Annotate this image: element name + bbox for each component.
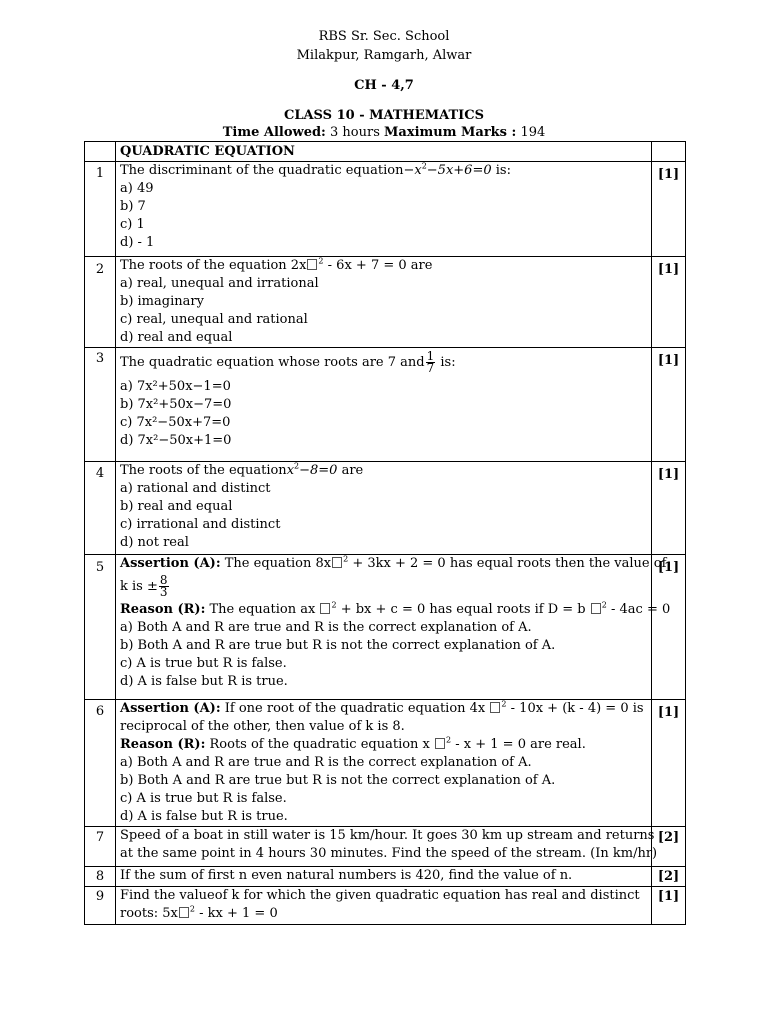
question-row	[85, 700, 686, 827]
assertion-text: Assertion (A): If one root of the quadratic equation 4x $^2$ - 10x + (k - 4) = 0 is	[120, 699, 644, 716]
option-a: a) Both A and R are true and R is the correct explanation of A.	[120, 620, 532, 635]
question-number: 8	[85, 867, 116, 887]
question-text: The discriminant of the quadratic $equation-x^2-5x+6=0$ is:	[120, 161, 511, 178]
question-number: 1	[85, 162, 116, 257]
option-c: c) A is true but R is false.	[120, 656, 287, 671]
option-b: b) 7x²+50x−7=0	[120, 397, 232, 412]
option-d: d) A is false but R is true.	[120, 809, 288, 824]
question-row	[85, 462, 686, 555]
question-number: 6	[85, 700, 116, 827]
time-label: Time Allowed:	[222, 125, 326, 140]
fraction: $\frac{1}{7}$	[426, 349, 435, 375]
question-number: 3	[85, 348, 116, 462]
question-marks: [1]	[652, 348, 686, 462]
option-a: a) rational and distinct	[120, 481, 271, 496]
missing-glyph-icon	[490, 702, 500, 713]
question-text: Speed of a boat in still water is 15 km/hour. It goes 30 km up stream and returns	[120, 828, 655, 843]
question-text-cont: roots: 5x $^2$ - kx + 1 = 0	[120, 904, 278, 921]
option-d: d) 7x²−50x+1=0	[120, 433, 232, 448]
question-marks: [2]	[652, 867, 686, 887]
question-marks: [2]	[652, 827, 686, 867]
question-marks: [1]	[652, 555, 686, 700]
fraction: $\frac{8}{3}$	[159, 573, 168, 599]
question-marks: [1]	[652, 700, 686, 827]
option-a: a) Both A and R are true and R is the correct explanation of A.	[120, 755, 532, 770]
question-body	[116, 867, 652, 887]
missing-glyph-icon	[435, 738, 445, 749]
question-text: The roots of the equation 2x $^2$ - 6x + 7 = 0 are	[120, 256, 433, 273]
marks-label: Maximum Marks :	[384, 125, 517, 140]
section-title: QUADRATIC EQUATION	[116, 142, 652, 162]
marks-value: 194	[520, 125, 546, 140]
option-d: d) not real	[120, 535, 189, 550]
question-marks: [1]	[652, 162, 686, 257]
question-row	[85, 257, 686, 348]
question-body	[116, 348, 652, 462]
missing-glyph-icon	[179, 907, 189, 918]
missing-glyph-icon	[591, 603, 601, 614]
question-body	[116, 257, 652, 348]
time-value: 3 hours	[330, 125, 380, 140]
question-row	[85, 162, 686, 257]
option-a: a) real, unequal and irrational	[120, 276, 319, 291]
question-body	[116, 887, 652, 925]
question-marks: [1]	[652, 257, 686, 348]
question-row	[85, 887, 686, 925]
question-body	[116, 162, 652, 257]
time-marks-line	[0, 124, 768, 141]
question-table	[84, 141, 686, 925]
option-d: d) A is false but R is true.	[120, 674, 288, 689]
option-b: b) Both A and R are true but R is not the correct explanation of A.	[120, 773, 556, 788]
option-c: c) 1	[120, 217, 145, 232]
option-a: a) 49	[120, 181, 154, 196]
option-c: c) irrational and distinct	[120, 517, 281, 532]
question-text: If the sum of first n even natural numbers is 420, find the value of n.	[120, 868, 573, 883]
question-row	[85, 867, 686, 887]
question-row	[85, 827, 686, 867]
missing-glyph-icon	[320, 603, 330, 614]
question-number: 9	[85, 887, 116, 925]
option-c: c) A is true but R is false.	[120, 791, 287, 806]
question-body	[116, 462, 652, 555]
school-address: Milakpur, Ramgarh, Alwar	[296, 48, 472, 63]
question-number: 5	[85, 555, 116, 700]
question-row	[85, 555, 686, 700]
assertion-value: k is ± $\frac{8}{3}$	[120, 573, 168, 599]
question-body	[116, 554, 671, 700]
assertion-text: Assertion (A): The equation 8x $^2$ + 3kx + 2 = 0 has equal roots then the value of	[120, 554, 667, 571]
option-d: d) real and equal	[120, 330, 233, 345]
section-header-row	[85, 142, 686, 162]
question-body	[116, 827, 658, 867]
missing-glyph-icon	[307, 259, 317, 270]
option-b: b) Both A and R are true but R is not the correct explanation of A.	[120, 638, 556, 653]
option-b: b) 7	[120, 199, 146, 214]
missing-glyph-icon	[332, 557, 342, 568]
option-d: d) - 1	[120, 235, 155, 250]
reason-text: Reason (R): Roots of the quadratic equation x $^2$ - x + 1 = 0 are real.	[120, 735, 586, 752]
question-marks: [1]	[652, 462, 686, 555]
option-b: b) real and equal	[120, 499, 233, 514]
question-text-cont: at the same point in 4 hours 30 minutes. Find the speed of the stream. (In km/hr)	[120, 846, 658, 861]
assertion-text-cont: reciprocal of the other, then value of k is 8.	[120, 719, 405, 734]
question-number: 7	[85, 827, 116, 867]
question-marks: [1]	[652, 887, 686, 925]
class-title: CLASS 10 - MATHEMATICS	[283, 108, 484, 123]
school-name: RBS Sr. Sec. School	[318, 29, 450, 44]
option-a: a) 7x²+50x−1=0	[120, 379, 231, 394]
question-body	[116, 700, 652, 827]
question-text: The roots of the equationx$^2$−8=0 are	[120, 461, 364, 478]
option-b: b) imaginary	[120, 294, 204, 309]
question-text: The quadratic equation whose roots are 7 and $\frac{1}{7}$ is:	[120, 349, 456, 375]
chapter-label: CH - 4,7	[354, 78, 414, 93]
question-row	[85, 348, 686, 462]
option-c: c) real, unequal and rational	[120, 312, 308, 327]
question-number: 4	[85, 462, 116, 555]
reason-text: Reason (R): The equation ax $^2$ + bx + c = 0 has equal roots if D = b $^2$ - 4ac = 0	[120, 600, 671, 617]
option-c: c) 7x²−50x+7=0	[120, 415, 231, 430]
question-text: Find the valueof k for which the given quadratic equation has real and distinct	[120, 888, 640, 903]
question-number: 2	[85, 257, 116, 348]
